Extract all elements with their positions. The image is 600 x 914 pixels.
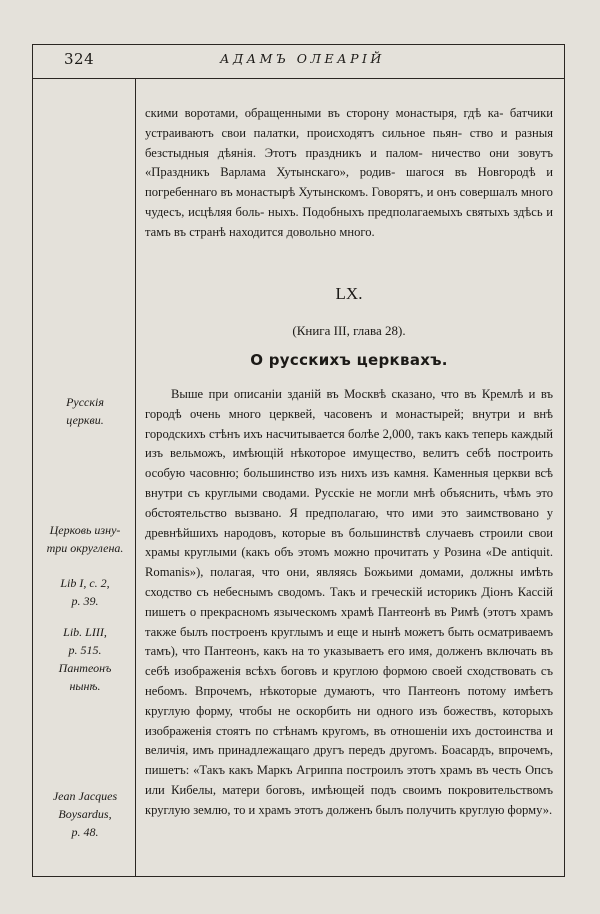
margin-note-lib-liii: Lib. LIII, p. 515. Пантеонъ нынѣ. xyxy=(58,625,112,693)
margin-note-lib-i: Lib I, c. 2, p. 39. xyxy=(60,576,110,608)
continuation-paragraph xyxy=(145,104,553,243)
chapter-number: LX. xyxy=(335,284,363,303)
margin-note-churches: Русскія церкви. xyxy=(66,395,104,427)
book-reference: (Книга III, глава 28). xyxy=(292,323,406,338)
header-rule xyxy=(32,78,565,79)
running-title: АДАМЪ ОЛЕАРІЙ xyxy=(220,51,385,66)
main-text: Выше при описаніи зданій въ Москвѣ сказано, что въ Кремлѣ и въ городѣ очень много церквей, часовенъ и монастырей; внутри и внѣ городскихъ стѣнъ ихъ насчитывается болѣе 2,000, такъ какъ теперь каждый изъ вельможъ, имѣющій нѣкоторое имущество, велитъ себѣ построить особую часовню; большинство изъ нихъ изъ камня. Каменныя церкви всѣ внутри съ круглыми сводами. Русскіе не могли мнѣ объяснить, чѣмъ это обстоятельство вызвано. Я предполагаю, что ими это заимствовано у древнѣйшихъ народовъ, которые въ большинствѣ случаевъ строили свои храмы круглыми (какъ объ этомъ можно прочитать у Розина «De antiquit. Romanis»), полагая, что они, являясь Божьими домами, должны имѣть сходство съ небеснымъ сводомъ. Такъ и греческій историкъ Діонъ Кассій пишетъ о прекрасномъ языческомъ храмѣ Пантеонѣ въ Римѣ (этотъ храмъ также былъ построенъ круглымъ и еще и нынѣ можетъ быть осматриваемъ тамъ), что Пантеонъ, какъ на то указываетъ его имя, долженъ включать въ себѣ изображенія всѣхъ боговъ и круглою формою своей сходствовать съ небомъ. Впрочемъ, нѣкоторые думаютъ, что Пантеонъ потому имѣетъ круглую форму, чтобы не оскорбить ни одного изъ божествъ, которыхъ изображенія стоятъ по стѣнамъ кругомъ, въ отношеніи ихъ достоинства и величія, имъ принадлежащаго другъ передъ другомъ. Боасардъ, впрочемъ, пишетъ: «Такъ какъ Маркъ Агриппа построилъ этотъ храмъ въ честь Опсъ или Кибелы, матери боговъ, имѣющей подъ своимъ покровительствомъ круглую землю, то и храмъ этотъ долженъ былъ получить круглую форму». xyxy=(145,387,553,817)
margin-note-boysardus: Jean Jacques Boysardus, p. 48. xyxy=(52,789,118,839)
continuation-text: скими воротами, обращенными въ сторону монастыря, гдѣ ка- батчики устраиваютъ свои палатки, происходятъ сильное пьян- ство и разныя безстыдныя дѣянія. Этотъ праздникъ и палом- ничество они зовутъ «Праздникъ Варлама Хутынскаго», родив- шагося въ Новгородѣ и погребеннаго въ монастырѣ Хутынскомъ. Говорятъ, и онъ совершалъ много чудесъ, исцѣляя боль- ныхъ. Подобныхъ предполагаемыхъ святыхъ здѣсь и тамъ въ странѣ находится довольно много. xyxy=(145,106,553,239)
margin-note-round-interior: Церковь изну- три округлена. xyxy=(46,523,124,555)
chapter-title: О русскихъ церквахъ. xyxy=(250,351,448,369)
page-number: 324 xyxy=(64,50,95,68)
margin-column-rule xyxy=(135,78,136,877)
main-paragraph xyxy=(145,385,553,821)
